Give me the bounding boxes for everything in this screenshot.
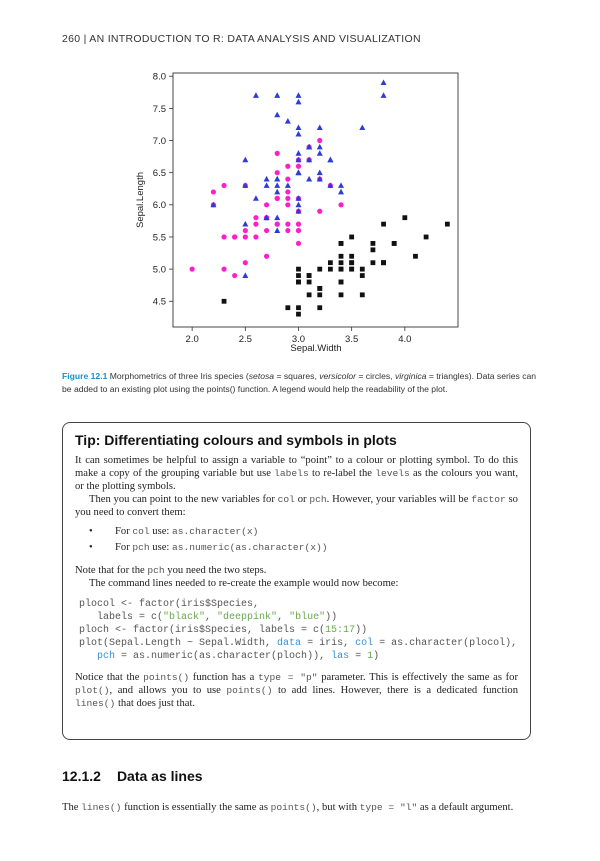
setosa-point <box>285 305 290 310</box>
virginica-point <box>274 189 280 195</box>
virginica-point <box>274 182 280 188</box>
setosa-point <box>402 215 407 220</box>
virginica-point <box>338 182 344 188</box>
versicolor-point <box>211 189 216 194</box>
virginica-point <box>338 189 344 195</box>
data-points <box>190 79 450 316</box>
versicolor-point <box>275 222 280 227</box>
versicolor-point <box>264 202 269 207</box>
section-heading: 12.1.2 Data as lines <box>62 768 203 784</box>
y-axis <box>153 72 173 308</box>
x-tick-label: 3.0 <box>291 334 306 345</box>
virginica-point <box>295 202 301 208</box>
versicolor-point <box>221 183 226 188</box>
y-axis-label: Sepal.Length <box>135 172 146 228</box>
setosa-point <box>360 267 365 272</box>
versicolor-point <box>296 222 301 227</box>
versicolor-point <box>243 260 248 265</box>
versicolor-point <box>264 254 269 259</box>
setosa-point <box>424 235 429 240</box>
setosa-point <box>307 273 312 278</box>
setosa-point <box>328 267 333 272</box>
setosa-point <box>339 254 344 259</box>
scatter-plot <box>0 0 600 370</box>
y-tick-label: 8.0 <box>152 71 166 83</box>
virginica-point <box>285 182 291 188</box>
setosa-point <box>317 305 322 310</box>
tip-paragraph: It can sometimes be helpful to assign a variable to “point” to a colour or plotting symbol. To do this make a copy of the grouping variable but use labels to re-label the levels as the colours you want, or the plotting symbols. <box>75 455 519 492</box>
setosa-point <box>445 222 450 227</box>
bullet-item: • For col use: as.character(x) <box>75 525 518 538</box>
code-block: plocol <- factor(iris$Species, labels = c("black", "deeppink", "blue")) ploch <- factor(iris$Species, labels = c(15:17)) plot(Sepal.Length ~ Sepal.Width, data = iris, col = as.character(plocol), pch = as.numeric(as.character(ploch)), las = 1) <box>79 599 518 662</box>
versicolor-point <box>285 202 290 207</box>
versicolor-point <box>317 209 322 214</box>
virginica-point <box>295 124 301 130</box>
virginica-point <box>295 92 301 98</box>
virginica-point <box>264 182 270 188</box>
versicolor-point <box>317 138 322 143</box>
tip-box <box>62 422 531 740</box>
y-tick-label: 5.0 <box>152 264 166 276</box>
setosa-point <box>296 312 301 317</box>
virginica-point <box>381 79 387 85</box>
virginica-point <box>242 221 248 227</box>
virginica-point <box>317 169 323 175</box>
x-tick-label: 4.0 <box>398 334 412 345</box>
figure-caption: Figure 12.1 Morphometrics of three Iris species (setosa = squares, versicolor = circles, virginica = triangles). Data series can be added to an existing plot using the points() function. A legend would help the readability of the plot. <box>62 371 537 394</box>
y-tick-label: 7.5 <box>152 103 166 115</box>
virginica-point <box>264 176 270 182</box>
setosa-point <box>371 247 376 252</box>
versicolor-point <box>275 170 280 175</box>
versicolor-point <box>285 228 290 233</box>
setosa-point <box>381 260 386 265</box>
tip-paragraph: Note that for the pch you need the two steps. <box>75 565 267 576</box>
tip-paragraph: The command lines needed to re-create the example would now become: <box>89 578 399 589</box>
setosa-point <box>317 286 322 291</box>
virginica-point <box>253 92 259 98</box>
versicolor-point <box>232 273 237 278</box>
setosa-point <box>413 254 418 259</box>
versicolor-point <box>285 177 290 182</box>
setosa-point <box>328 260 333 265</box>
virginica-point <box>274 214 280 220</box>
setosa-point <box>360 273 365 278</box>
setosa-point <box>349 254 354 259</box>
virginica-point <box>317 150 323 156</box>
versicolor-point <box>275 196 280 201</box>
virginica-point <box>381 92 387 98</box>
y-tick-label: 4.5 <box>152 296 166 308</box>
virginica-point <box>274 92 280 98</box>
y-tick-label: 7.0 <box>152 135 166 147</box>
tip-title: Tip: Differentiating colours and symbols in plots <box>75 432 397 448</box>
virginica-point <box>295 99 301 105</box>
versicolor-point <box>285 189 290 194</box>
setosa-point <box>317 267 322 272</box>
virginica-point <box>242 272 248 278</box>
setosa-point <box>339 267 344 272</box>
versicolor-point <box>253 215 258 220</box>
setosa-point <box>339 280 344 285</box>
y-tick-label: 5.5 <box>152 232 166 244</box>
setosa-point <box>349 235 354 240</box>
setosa-point <box>339 241 344 246</box>
versicolor-point <box>243 228 248 233</box>
setosa-point <box>371 260 376 265</box>
bullet-item: • For pch use: as.numeric(as.character(x)) <box>75 541 518 554</box>
versicolor-point <box>285 222 290 227</box>
x-tick-label: 3.5 <box>345 334 359 345</box>
setosa-point <box>317 292 322 297</box>
setosa-point <box>349 267 354 272</box>
setosa-point <box>360 292 365 297</box>
setosa-point <box>381 222 386 227</box>
versicolor-point <box>285 196 290 201</box>
versicolor-point <box>296 164 301 169</box>
setosa-point <box>371 241 376 246</box>
virginica-point <box>295 169 301 175</box>
virginica-point <box>317 124 323 130</box>
x-tick-label: 2.0 <box>185 334 199 345</box>
virginica-point <box>295 131 301 137</box>
y-tick-label: 6.5 <box>152 168 166 180</box>
versicolor-point <box>221 234 226 239</box>
setosa-point <box>339 260 344 265</box>
x-axis-label: Sepal.Width <box>290 343 342 354</box>
versicolor-point <box>338 202 343 207</box>
versicolor-point <box>285 164 290 169</box>
virginica-point <box>317 144 323 150</box>
virginica-point <box>253 195 259 201</box>
y-tick-label: 6.0 <box>152 200 166 212</box>
virginica-point <box>242 157 248 163</box>
setosa-point <box>296 305 301 310</box>
setosa-point <box>222 299 227 304</box>
setosa-point <box>392 241 397 246</box>
virginica-point <box>359 124 365 130</box>
setosa-point <box>307 280 312 285</box>
setosa-point <box>349 260 354 265</box>
virginica-point <box>295 150 301 156</box>
versicolor-point <box>264 228 269 233</box>
versicolor-point <box>190 267 195 272</box>
setosa-point <box>339 292 344 297</box>
setosa-point <box>307 292 312 297</box>
versicolor-point <box>253 234 258 239</box>
x-tick-label: 2.5 <box>238 334 252 345</box>
section-paragraph: The lines() function is essentially the same as points(), but with type = "l" as a default argument. <box>62 801 514 813</box>
setosa-point <box>296 273 301 278</box>
virginica-point <box>327 157 333 163</box>
virginica-point <box>274 227 280 233</box>
versicolor-point <box>243 234 248 239</box>
tip-paragraph: Notice that the points() function has a type = "p" parameter. This is effectively the same as for plot(), and allows you to use points() to add lines. However, there is a dedicated function lines() that does just that. <box>75 672 518 709</box>
versicolor-point <box>253 222 258 227</box>
virginica-point <box>306 176 312 182</box>
versicolor-point <box>232 234 237 239</box>
virginica-point <box>285 118 291 124</box>
setosa-point <box>296 267 301 272</box>
figure-label: Figure 12.1 <box>62 371 108 381</box>
virginica-point <box>274 112 280 118</box>
tip-paragraph: Then you can point to the new variables for col or pch. However, your variables will be factor so you need to convert them: <box>75 494 518 518</box>
setosa-point <box>296 280 301 285</box>
versicolor-point <box>275 151 280 156</box>
running-head: 260 | AN INTRODUCTION TO R: DATA ANALYSIS AND VISUALIZATION <box>62 33 421 45</box>
versicolor-point <box>296 228 301 233</box>
versicolor-point <box>221 267 226 272</box>
plot-frame <box>173 73 458 327</box>
virginica-point <box>274 176 280 182</box>
versicolor-point <box>296 241 301 246</box>
